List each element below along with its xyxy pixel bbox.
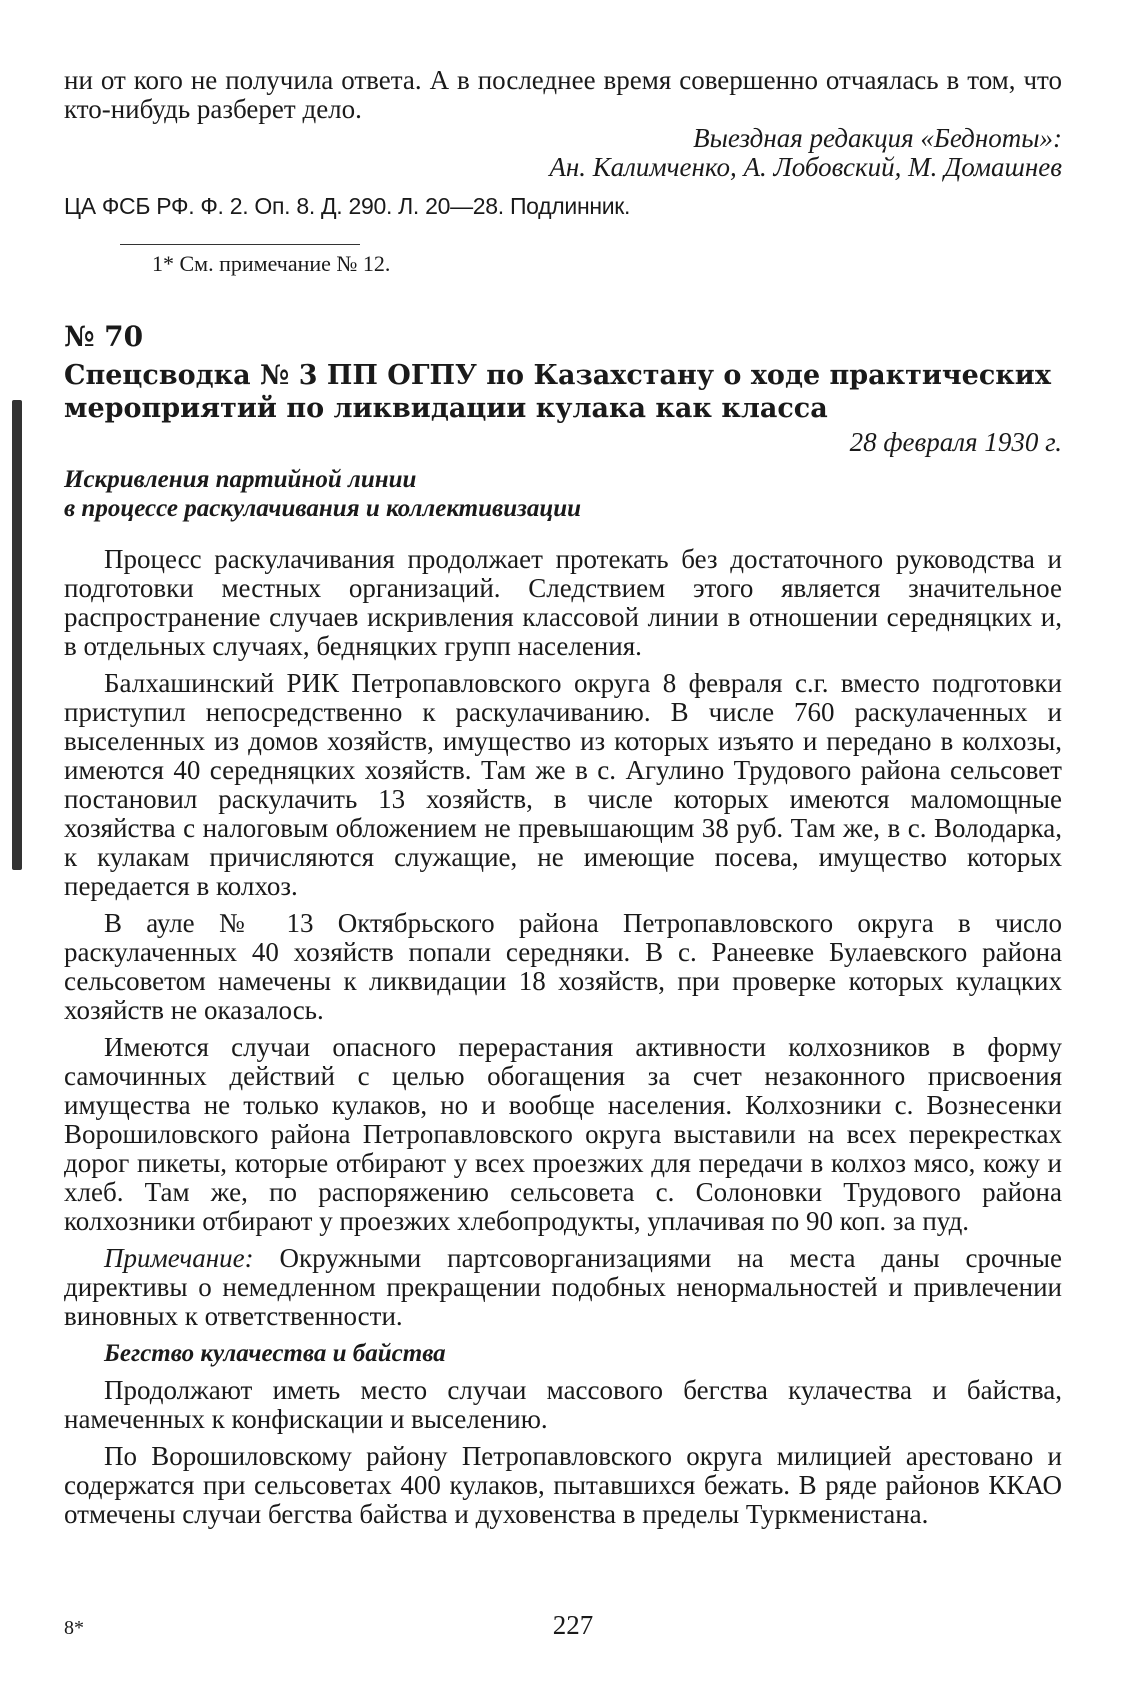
body-paragraph: Процесс раскулачивания продолжает протекать без достаточного руководства и подготовки местных организаций. Следствием этого является значительное распространение случаев искривления классовой линии в отношении середняцких и, в отдельных случаях, бедняцких групп населения. — [64, 544, 1062, 661]
section-heading-flight: Бегство кулачества и байства — [104, 1340, 446, 1367]
section-heading-distortions-line1: Искривления партийной линии — [64, 466, 417, 493]
intro-paragraph: ни от кого не получила ответа. А в последнее время совершенно отчаялась в том, что кто-нибудь разберет дело. — [64, 65, 1062, 124]
section-heading-distortions-line2: в процессе раскулачивания и коллективизации — [64, 495, 582, 522]
body-paragraph: Имеются случаи опасного перерастания активности колхозников в форму самочинных действий с целью обогащения за счет незаконного присвоения имущества не только кулаков, но и вообще населения. Колхозники с. Вознесенки Ворошиловского района Петропавловского округа выставили на всех перекрестках дорог пикеты, которые отбирают у всех проезжих для передачи в колхоз мясо, кожу и хлеб. Там же, по распоряжению сельсовета с. Солоновки Трудового района колхозники отбирают у проезжих хлебопродукты, уплачивая по 90 коп. за пуд. — [64, 1032, 1062, 1236]
signature-mark: 8* — [64, 1617, 84, 1639]
document-date: 28 февраля 1930 г. — [849, 427, 1062, 457]
document-page — [64, 66, 1062, 1666]
body-paragraph: По Ворошиловскому району Петропавловского округа милицией арестовано и содержатся при сельсоветах 400 кулаков, пытавшихся бежать. В ряде районов ККАО отмечены случаи бегства байства и духовенства в пределы Туркменистана. — [64, 1441, 1062, 1529]
page-number: 227 — [552, 1610, 594, 1640]
document-title: Спецсводка № 3 ПП ОГПУ по Казахстану о ходе практических мероприятий по ликвидации кулака как класса — [64, 360, 1051, 424]
body-paragraph: Балхашинский РИК Петропавловского округа 8 февраля с.г. вместо подготовки приступил непосредственно к раскулачиванию. В числе 760 раскулаченных и выселенных из домов хозяйств, имущество из которых изъято и передано в колхозы, имеются 40 середняцких хозяйств. Там же в с. Агулино Трудового района сельсовет постановил раскулачить 13 хозяйств, в числе которых имеются маломощные хозяйства с налоговым обложением не превышающим 38 руб. Там же, в с. Володарка, к кулакам причисляются служащие, не имеющие посева, имущество которых передается в колхоз. — [64, 668, 1062, 901]
authors-signature: Ан. Калимченко, А. Лобовский, М. Домашнев — [549, 152, 1062, 182]
footnote-divider — [120, 244, 360, 245]
note-paragraph — [64, 1244, 1062, 1331]
note-label: Примечание: — [104, 1243, 254, 1273]
margin-marker-bar — [12, 400, 22, 870]
body-paragraph: В ауле № 13 Октябрьского района Петропавловского округа в число раскулаченных 40 хозяйств попали середняки. В с. Ранеевке Булаевского района сельсоветом намечены к ликвидации 18 хозяйств, при проверке которых кулацких хозяйств не оказалось. — [64, 908, 1062, 1025]
document-number: № 70 — [64, 320, 144, 353]
note-text: Окружными партсоворганизациями на места даны срочные директивы о немедленном прекращении подобных ненормальностей и привлечении виновных к ответственности. — [64, 1243, 1062, 1331]
footnote: 1* См. примечание № 12. — [152, 251, 391, 276]
editorial-signature: Выездная редакция «Бедноты»: — [693, 123, 1062, 153]
body-paragraph: Продолжают иметь место случаи массового бегства кулачества и байства, намеченных к конфискации и выселению. — [64, 1375, 1062, 1434]
archive-reference: ЦА ФСБ РФ. Ф. 2. Оп. 8. Д. 290. Л. 20—28. Подлинник. — [64, 193, 631, 219]
